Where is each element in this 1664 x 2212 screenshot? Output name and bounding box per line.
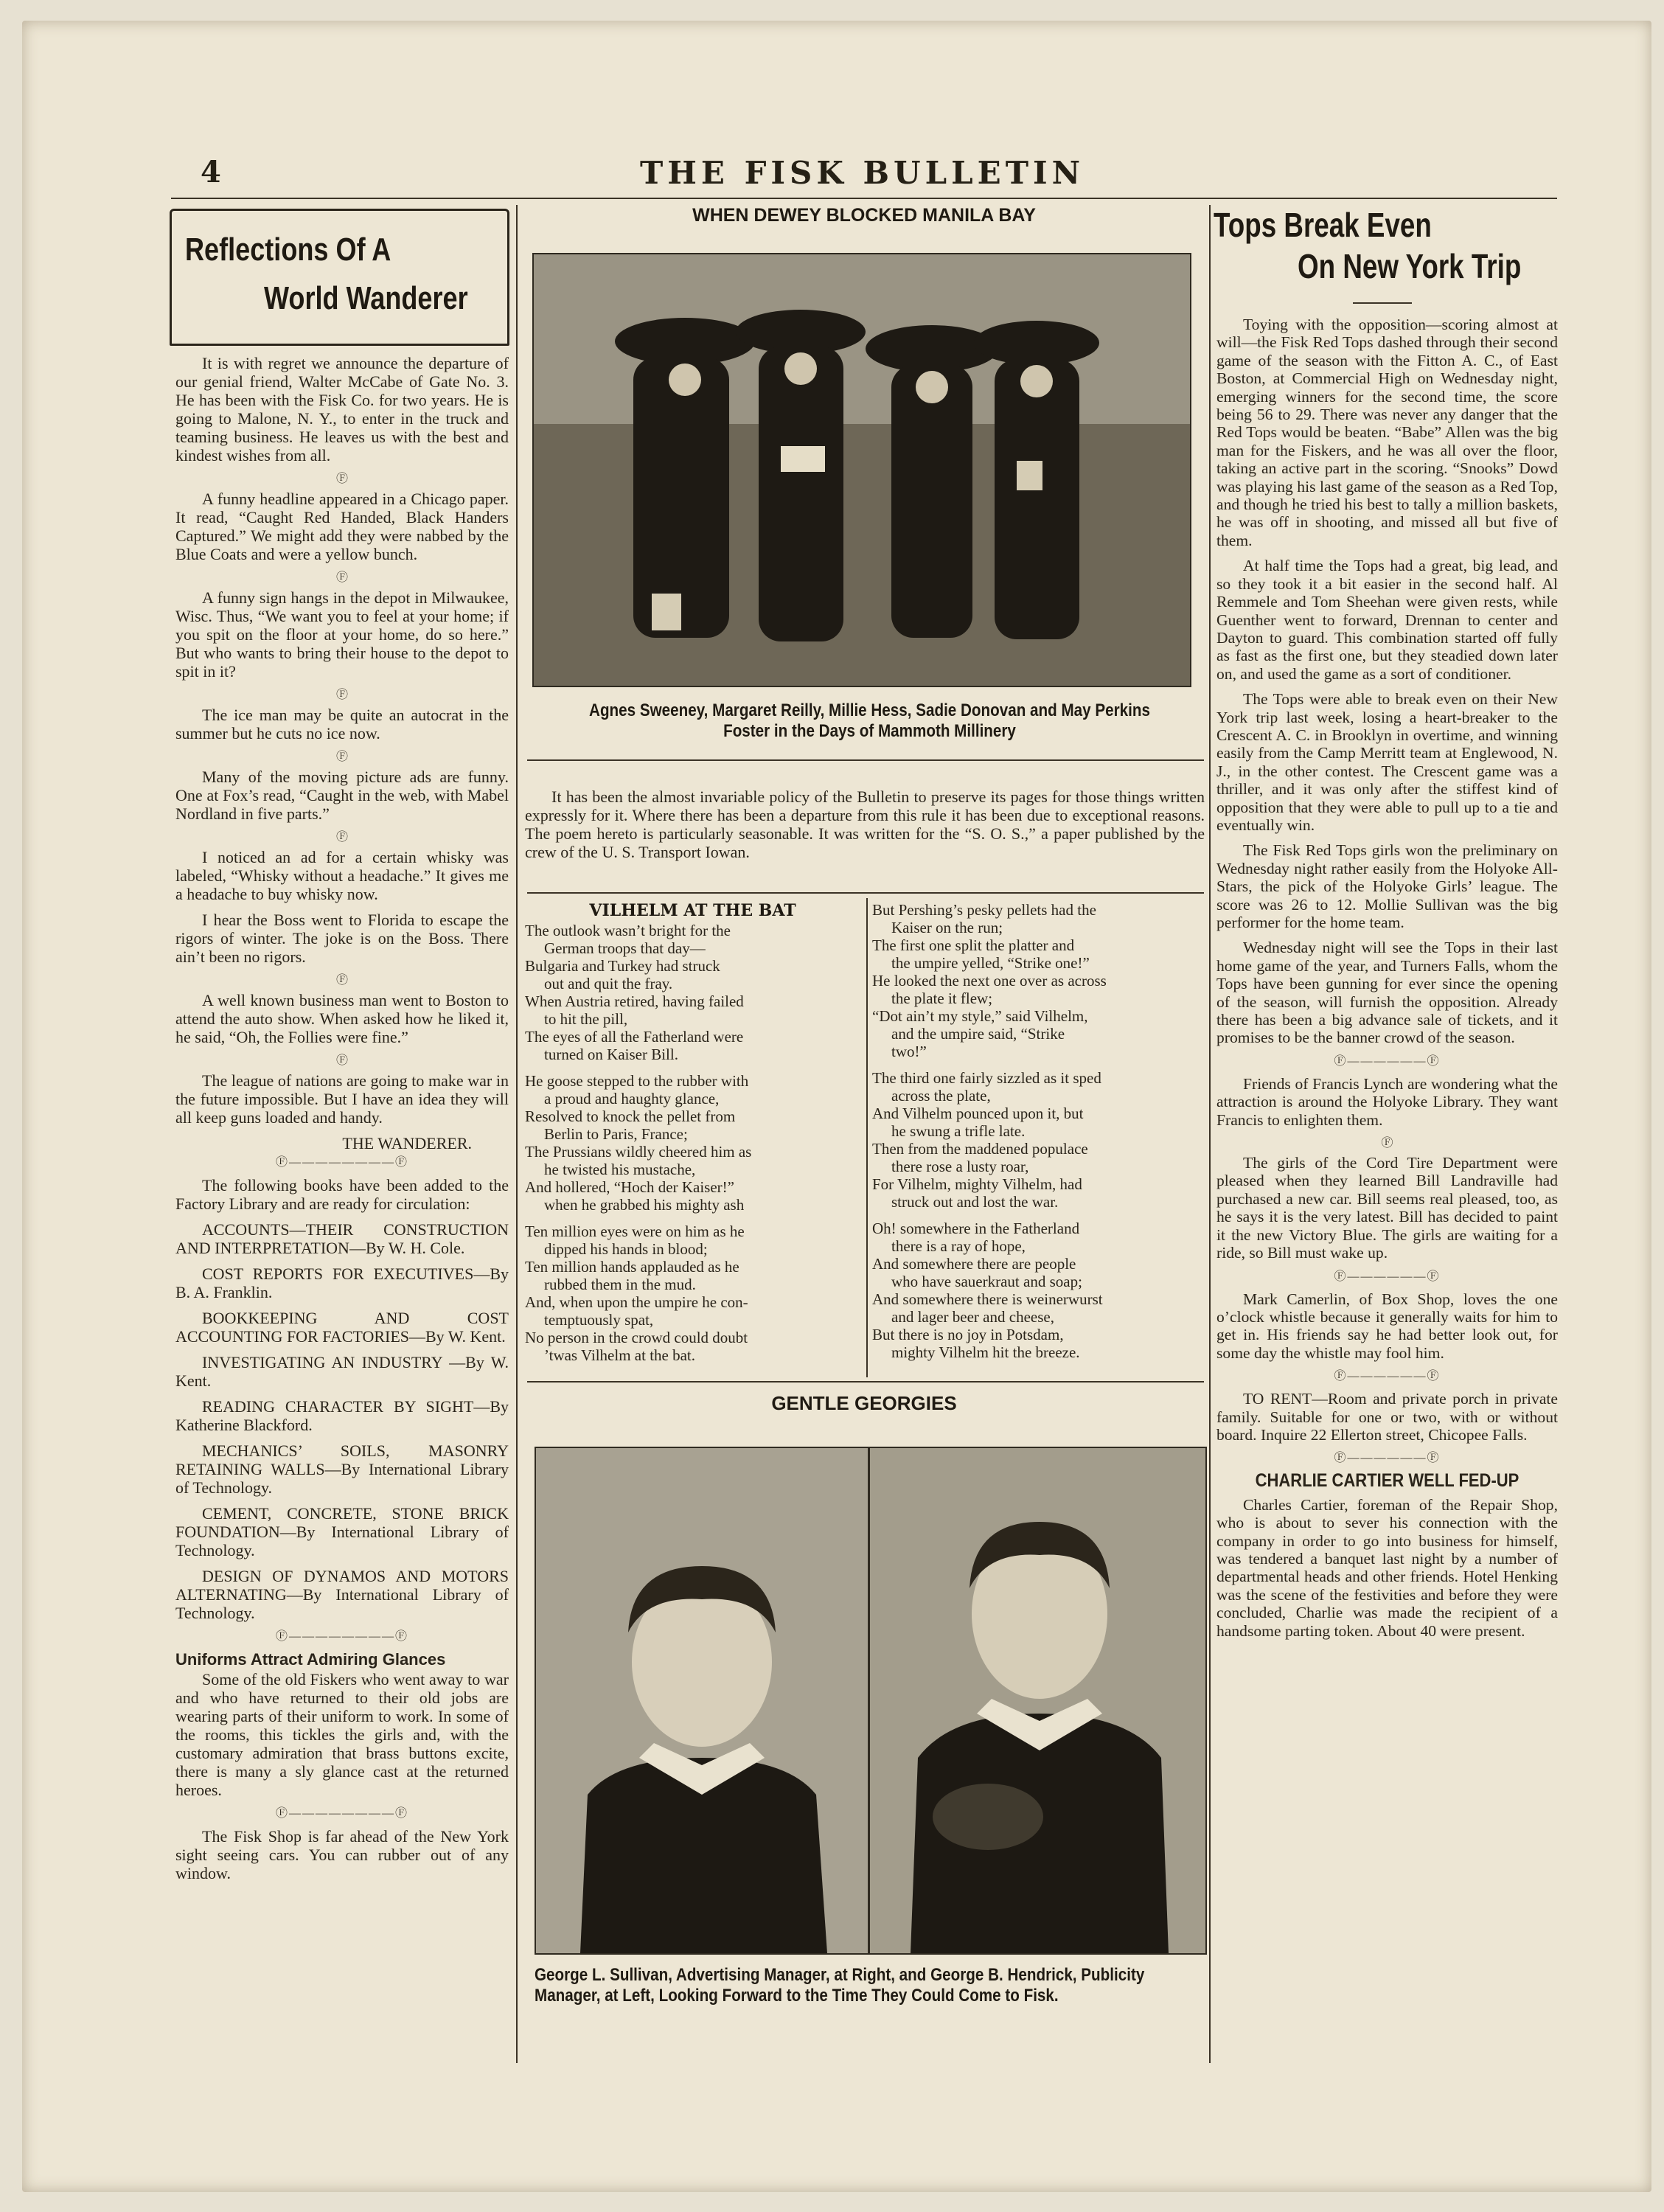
poem-line: temptuously spat, [544, 1311, 654, 1329]
intro-rule [527, 892, 1204, 894]
poem-line: a proud and haughty glance, [544, 1090, 720, 1107]
headline-line-2: World Wanderer [264, 280, 468, 316]
book-entry: ACCOUNTS—THEIR CONSTRUCTION AND INTERPRETATION—By W. H. Cole. [175, 1220, 509, 1257]
camerlin-paragraph: Mark Camerlin, of Box Shop, loves the one o’clock whistle because it generally waits for him to get in. His friends say he had better look out, for some day the whistle may fool him. [1216, 1290, 1558, 1362]
headline-line-1: Reflections Of A [185, 232, 391, 268]
masthead-rule [171, 198, 1557, 199]
poem-line: struck out and lost the war. [891, 1193, 1059, 1211]
signature: THE WANDERER. [342, 1134, 472, 1152]
poem-line: He looked the next one over as across [872, 972, 1107, 990]
poem-line: The third one fairly sizzled as it sped [872, 1069, 1101, 1087]
poem-line: “Dot ain’t my style,” said Vilhelm, [872, 1007, 1088, 1025]
poem-stanza [872, 1069, 1205, 1211]
poem-line: For Vilhelm, mighty Vilhelm, had [872, 1175, 1082, 1193]
fisk-mark-icon: Ⓕ [335, 473, 348, 485]
poem-line: The first one split the platter and [872, 936, 1075, 954]
poem-left-column [525, 901, 860, 1373]
section-separator: Ⓕ——————Ⓕ [1334, 1452, 1441, 1465]
poem-line: rubbed them in the mud. [544, 1276, 696, 1293]
column-rule-1 [516, 205, 518, 2063]
poem-line: turned on Kaiser Bill. [544, 1046, 678, 1063]
poem-stanza [872, 1220, 1205, 1361]
poem-line: and the umpire said, “Strike [891, 1025, 1065, 1043]
lynch-paragraph: Friends of Francis Lynch are wondering what the attraction is around the Holyoke Library. They want Francis to enlighten them. [1216, 1074, 1558, 1129]
poem-line: German troops that day— [544, 939, 706, 957]
book-entry: INVESTIGATING AN INDUSTRY —By W. Kent. [175, 1353, 509, 1390]
book-entry: MECHANICS’ SOILS, MASONRY RETAINING WALLS—By International Library of Technology. [175, 1441, 509, 1497]
poem-line: to hit the pill, [544, 1010, 628, 1028]
poem-stanza [525, 1222, 860, 1364]
rent-paragraph: TO RENT—Room and private porch in private family. Suitable for one or two, with or without board. Inquire 22 Ellerton street, Chicopee Falls. [1216, 1390, 1558, 1444]
paragraph: The ice man may be quite an autocrat in the summer but he cuts no ice now. [175, 706, 509, 742]
paragraph: The Fisk Red Tops girls won the preliminary on Wednesday night rather easily from the Holyoke All-Stars, the pick of the Holyoke Girls’ league. The score was 26 to 12. Mollie Sullivan was the big performer for the home team. [1216, 841, 1558, 931]
book-entry: COST REPORTS FOR EXECUTIVES—By B. A. Franklin. [175, 1265, 509, 1301]
sullivan-photo [868, 1447, 1207, 1955]
poem-line: The outlook wasn’t bright for the [525, 922, 731, 939]
poem-right-column [872, 901, 1205, 1370]
section-separator: Ⓕ——————Ⓕ [1334, 1270, 1441, 1283]
poem-line: Bulgaria and Turkey had struck [525, 957, 720, 975]
poem-divider [866, 898, 868, 1377]
uniforms-paragraph: Some of the old Fiskers who went away to war and who have returned to their old jobs are wearing parts of their uniform to work. In some of the rooms, this tickles the girls and, with the customary admiration that brass buttons excite, there is many a sly glance cast at the returned heroes. [175, 1670, 509, 1799]
poem-line: the umpire yelled, “Strike one!” [891, 954, 1090, 972]
millinery-photo [532, 253, 1191, 687]
cord-paragraph: The girls of the Cord Tire Department were pleased when they learned Bill Landraville had purchased a new car. Bill seems real pleased, too, as he says it is the very latest. Bill has decided to paint it the new Victory Blue. The girls are waiting for a ride, so Bill must wake up. [1216, 1154, 1558, 1262]
poem-line: out and quit the fray. [544, 975, 673, 992]
fisk-mark-icon: Ⓕ [335, 831, 348, 844]
section-separator: Ⓕ————————Ⓕ [275, 1630, 408, 1643]
poem-line: And hollered, “Hoch der Kaiser!” [525, 1178, 734, 1196]
poem-line: Oh! somewhere in the Fatherland [872, 1220, 1080, 1237]
poem-line: ’twas Vilhelm at the bat. [544, 1346, 696, 1364]
poem-line: Kaiser on the run; [891, 919, 1003, 936]
headline-dash [1353, 302, 1412, 304]
section-separator: Ⓕ——————Ⓕ [1334, 1054, 1441, 1068]
fisk-mark-icon: Ⓕ [335, 689, 348, 701]
poem-line: And somewhere there is weinerwurst [872, 1290, 1103, 1308]
paragraph: Wednesday night will see the Tops in their last home game of the year, and Turners Falls, whom the Tops have been gunning for ever since the opening of the season, will furnish the opposition. Already there has been a big advance sale of tickets, and it promises to be the banner crowd of the season. [1216, 939, 1558, 1047]
poem-stanza [525, 1072, 860, 1214]
fisk-mark-icon: Ⓕ [1381, 1137, 1393, 1150]
paragraph: I hear the Boss went to Florida to escape the rigors of winter. The joke is on the Boss. There ain’t been no rigors. [175, 911, 509, 966]
section-separator: Ⓕ——————Ⓕ [1334, 1370, 1441, 1383]
book-entry: READING CHARACTER BY SIGHT—By Katherine Blackford. [175, 1397, 509, 1434]
millinery-photo-image [534, 254, 1190, 686]
section-separator: Ⓕ————————Ⓕ [275, 1156, 408, 1169]
photo1-title: WHEN DEWEY BLOCKED MANILA BAY [692, 205, 1036, 226]
photo2-title: GENTLE GEORGIES [771, 1392, 957, 1414]
hendrick-photo-image [536, 1448, 868, 1953]
book-entry: CEMENT, CONCRETE, STONE BRICK FOUNDATION—By International Library of Technology. [175, 1504, 509, 1559]
paragraph: The Tops were able to break even on their New York trip last week, losing a heart-breaker to the Crescent A. C. in Brooklyn in overtime, and winning easily from the Camp Merritt team at Englewood, N. J., in the other contest. The Crescent game was a thriller, and it was only after the stiffest kind of opposition that they were able to pull up to a tie and eventually win. [1216, 690, 1558, 834]
poem-line: And somewhere there are people [872, 1255, 1076, 1273]
tops-headline-line-1: Tops Break Even [1214, 206, 1432, 244]
poem-line: two!” [891, 1043, 927, 1060]
sullivan-photo-image [870, 1448, 1205, 1953]
paragraph: Toying with the opposition—scoring almost at will—the Fisk Red Tops dashed through their second game of the season with the Fitton A. C., of East Boston, at Commercial High on Wednesday night, emerging winners for the second time, the score being 56 to 29. There was never any danger that the Red Tops would be beaten. “Babe” Allen was the big man for the Fiskers, and he was all over the floor, taking an active part in the scoring. “Snooks” Dowd was playing his last game of the season as a Red Top, and though he tried his best to tally a million baskets, he was off in shooting, and missed all but five of them. [1216, 316, 1558, 549]
fisk-mark-icon: Ⓕ [335, 571, 348, 584]
poem-line: Resolved to knock the pellet from [525, 1107, 736, 1125]
poem-line: dipped his hands in blood; [544, 1240, 708, 1258]
poem-line: the plate it flew; [891, 990, 993, 1007]
poem-line: The eyes of all the Fatherland were [525, 1028, 744, 1046]
book-entry: BOOKKEEPING AND COST ACCOUNTING FOR FACTORIES—By W. Kent. [175, 1309, 509, 1346]
paragraph: A funny headline appeared in a Chicago paper. It read, “Caught Red Handed, Black Handers Captured.” We might add they were nabbed by the Blue Coats and were a yellow bunch. [175, 490, 509, 563]
uniforms-headline: Uniforms Attract Admiring Glances [175, 1650, 446, 1669]
paragraph: At half time the Tops had a great, big lead, and so they took it a bit easier in the second half. Al Remmele and Tom Sheehan were given rests, while Guenther went to forward, Drennan to center and Dayton to guard. This combination started off fully as fast as the first one, but they steadied down later on, and used the game as a sort of conditioner. [1216, 557, 1558, 683]
poem-stanza [872, 901, 1205, 1060]
poem-stanza [525, 922, 860, 1063]
hendrick-photo [535, 1447, 869, 1955]
poem-line: he twisted his mustache, [544, 1161, 696, 1178]
poem-line: and lager beer and cheese, [891, 1308, 1054, 1326]
column-rule-2 [1209, 205, 1211, 2063]
poem-line: The Prussians wildly cheered him as [525, 1143, 752, 1161]
cartier-paragraph: Charles Cartier, foreman of the Repair Shop, who is about to sever his connection with the company in order to go into business for himself, was tendered a banquet last night by a number of departmental heads and other friends. Hotel Henking was the scene of the festivities and before they were concluded, Charlie was made the recipient of a handsome parting token. About 40 were present. [1216, 1495, 1558, 1640]
cartier-headline: CHARLIE CARTIER WELL FED-UP [1255, 1470, 1519, 1492]
poem-line: there rose a lusty roar, [891, 1158, 1029, 1175]
paragraph: Many of the moving picture ads are funny. One at Fox’s read, “Caught in the web, with Mabel Nordland in five parts.” [175, 768, 509, 823]
poem-line: Ten million eyes were on him as he [525, 1222, 745, 1240]
photo1-caption-block [525, 700, 1214, 742]
fisk-shop-paragraph: The Fisk Shop is far ahead of the New York sight seeing cars. You can rubber out of any window. [175, 1827, 509, 1882]
poem-line: there is a ray of hope, [891, 1237, 1026, 1255]
caption-rule [527, 759, 1204, 761]
poem-line: But Pershing’s pesky pellets had the [872, 901, 1096, 919]
poem-line: Berlin to Paris, France; [544, 1125, 688, 1143]
paragraph: A funny sign hangs in the depot in Milwaukee, Wisc. Thus, “We want you to feel at your home; if you spit on the floor at your home, do so here.” But who wants to bring their house to the depot to spit in it? [175, 588, 509, 681]
poem-line: he swung a trifle late. [891, 1122, 1026, 1140]
intro-paragraph: It has been the almost invariable policy of the Bulletin to preserve its pages for those things written expressly for it. Where there has been a departure from this rule it has been due to exceptional reasons. The poem hereto is particularly seasonable. It was written for the “S. O. S.,” a paper published by the crew of the U. S. Transport Iowan. [525, 787, 1205, 861]
paragraph: A well known business man went to Boston to attend the auto show. When asked how he liked it, he said, “Oh, the Follies were fine.” [175, 991, 509, 1046]
poem-line: But there is no joy in Potsdam, [872, 1326, 1064, 1343]
poem-line: And Vilhelm pounced upon it, but [872, 1105, 1084, 1122]
poem-line: Then from the maddened populace [872, 1140, 1088, 1158]
poem-line: who have sauerkraut and soap; [891, 1273, 1082, 1290]
section-separator: Ⓕ————————Ⓕ [275, 1807, 408, 1820]
photo2-caption-block [535, 1965, 1205, 2006]
tops-column [1216, 316, 1558, 1647]
fisk-mark-icon: Ⓕ [335, 974, 348, 987]
poem-line: mighty Vilhelm hit the breeze. [891, 1343, 1080, 1361]
poem-line: across the plate, [891, 1087, 991, 1105]
poem-title: VILHELM AT THE BAT [589, 901, 796, 920]
poem-line: He goose stepped to the rubber with [525, 1072, 749, 1090]
book-entry: DESIGN OF DYNAMOS AND MOTORS ALTERNATING—By International Library of Technology. [175, 1567, 509, 1622]
paragraph: The league of nations are going to make war in the future impossible. But I have an idea they will all keep guns loaded and handy. [175, 1071, 509, 1127]
fisk-mark-icon: Ⓕ [335, 751, 348, 763]
poem-line: And, when upon the umpire he con- [525, 1293, 748, 1311]
tops-headline-line-2: On New York Trip [1298, 247, 1522, 285]
poem-bottom-rule [527, 1381, 1204, 1382]
poem-line: When Austria retired, having failed [525, 992, 744, 1010]
photo1-caption: Agnes Sweeney, Margaret Reilly, Millie Hess, Sadie Donovan and May Perkins Foster in the Days of Mammoth Millinery [589, 700, 1150, 741]
poem-line: No person in the crowd could doubt [525, 1329, 748, 1346]
poem-line: when he grabbed his mighty ash [544, 1196, 745, 1214]
headline-box [170, 209, 509, 346]
paragraph: I noticed an ad for a certain whisky was labeled, “Whisky without a headache.” It gives me a headache to buy whisky now. [175, 848, 509, 903]
page-number: 4 [201, 155, 221, 189]
paragraph: It is with regret we announce the departure of our genial friend, Walter McCabe of Gate No. 3. He has been with the Fisk Co. for two years. He is going to Malone, N. Y., to enter in the truck and teaming business. He leaves us with the best and kindest wishes from all. [175, 354, 509, 465]
reflections-column [175, 354, 509, 1890]
photo2-caption: George L. Sullivan, Advertising Manager, at Right, and George B. Hendrick, Publicity Manager, at Left, Looking Forward to the Time They Could Come to Fisk. [535, 1965, 1145, 2006]
poem-intro [525, 787, 1205, 869]
fisk-mark-icon: Ⓕ [335, 1054, 348, 1067]
library-intro: The following books have been added to the Factory Library and are ready for circulation: [175, 1176, 509, 1213]
poem-line: Ten million hands applauded as he [525, 1258, 739, 1276]
masthead-title: THE FISK BULLETIN [640, 155, 1085, 191]
